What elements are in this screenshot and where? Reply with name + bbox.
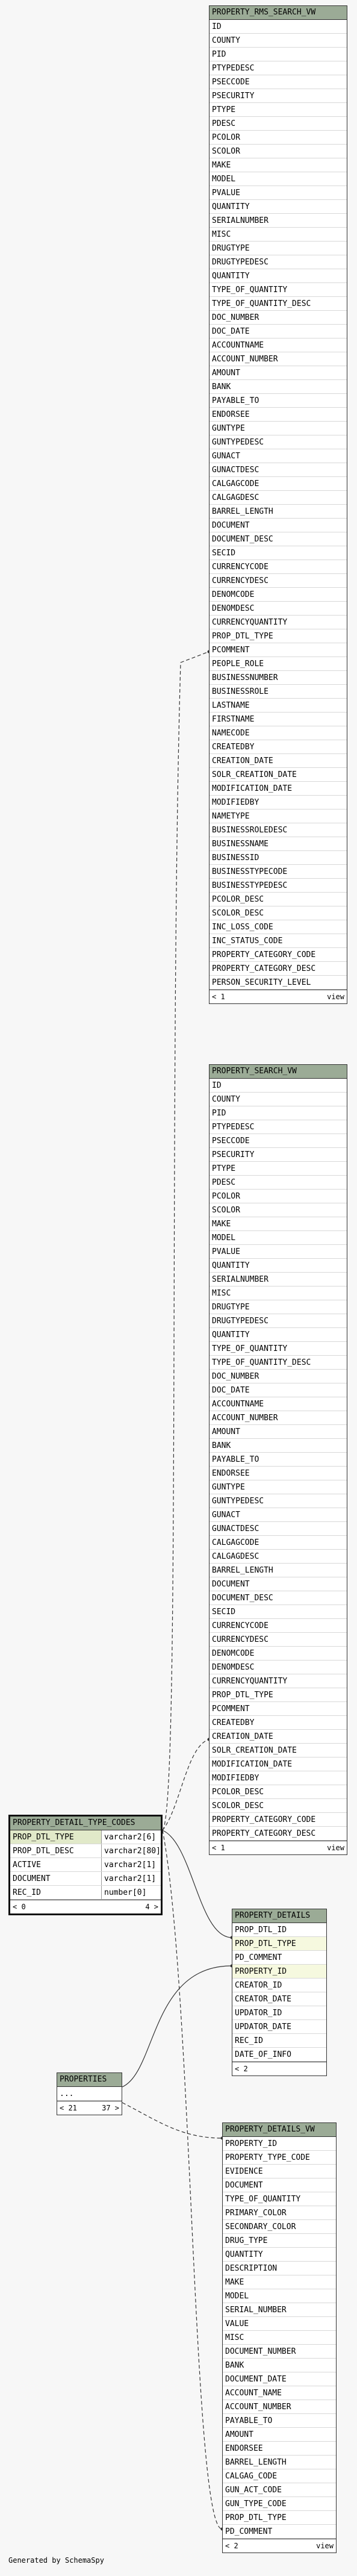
table-column[interactable]: CALGAGDESC [210,1550,347,1564]
table-column[interactable]: GUNACTDESC [210,463,347,477]
table-column[interactable]: CREATION_DATE [210,1730,347,1744]
table-column[interactable]: CREATEDBY [210,1716,347,1730]
table-column[interactable]: DRUGTYPE [210,1300,347,1314]
table-column[interactable]: TYPE_OF_QUANTITY_DESC [210,297,347,311]
table-column[interactable]: LASTNAME [210,699,347,713]
table-column[interactable]: PROPERTY_TYPE_CODE [223,2151,336,2165]
table-column[interactable]: TYPE_OF_QUANTITY [210,283,347,297]
table-column[interactable]: MODIFIEDBY [210,796,347,809]
table-column[interactable]: DOC_DATE [210,325,347,338]
table-column[interactable] [10,1886,161,1900]
column-name: ACTIVE [10,1858,102,1871]
table-column[interactable]: PVALUE [210,1245,347,1259]
table-column[interactable]: PRIMARY_COLOR [223,2206,336,2220]
table-column[interactable]: PD_COMMENT [223,2525,336,2539]
table-column[interactable]: GUNTYPEDESC [210,1494,347,1508]
table-column[interactable]: TYPE_OF_QUANTITY [223,2192,336,2206]
table-footer [232,2062,326,2075]
table-column[interactable]: ACCOUNT_NUMBER [210,352,347,366]
table-column[interactable]: QUANTITY [210,200,347,214]
table-column[interactable]: PD_COMMENT [232,1951,326,1965]
table-column[interactable]: MISC [210,1286,347,1300]
table-column[interactable]: DOCUMENT [210,519,347,532]
table-column[interactable]: BANK [223,2359,336,2372]
table-column[interactable]: QUANTITY [210,1259,347,1273]
table-column[interactable]: SCOLOR [210,1203,347,1217]
table-column[interactable]: ... [57,2087,122,2101]
table-column[interactable]: DOC_NUMBER [210,311,347,325]
table-column[interactable]: REC_ID [232,2034,326,2048]
generated-by-text: Generated by SchemaSpy [8,2556,104,2565]
table-column[interactable]: PCOLOR [210,131,347,145]
table-column[interactable]: DOCUMENT_DESC [210,1591,347,1605]
table-column[interactable]: MODEL [210,1231,347,1245]
table-column[interactable]: SCOLOR [210,145,347,158]
table-column[interactable]: SECONDARY_COLOR [223,2220,336,2234]
table-column[interactable]: MODIFIEDBY [210,1771,347,1785]
table-column[interactable]: QUANTITY [210,1328,347,1342]
table-column[interactable]: PEOPLE_ROLE [210,657,347,671]
table-column[interactable]: GUNTYPE [210,1480,347,1494]
table-column[interactable]: DENOMCODE [210,588,347,602]
table-column[interactable]: SECID [210,546,347,560]
table-column[interactable]: BANK [210,380,347,394]
table-column[interactable]: DESCRIPTION [223,2262,336,2275]
table-properties[interactable] [57,2072,122,2115]
table-column[interactable]: TYPE_OF_QUANTITY_DESC [210,1356,347,1370]
table-column[interactable]: PAYABLE_TO [210,1453,347,1467]
table-footer [57,2101,122,2115]
table-footer [223,2539,336,2553]
table-column[interactable]: PDESC [210,117,347,131]
column-list [210,20,347,990]
table-column[interactable]: MAKE [210,158,347,172]
table-column[interactable]: DRUGTYPEDESC [210,255,347,269]
table-column[interactable]: PTYPEDESC [210,1120,347,1134]
table-column[interactable]: AMOUNT [210,366,347,380]
edge-properties-to-details-vw [122,2103,222,2138]
table-column[interactable]: DOCUMENT_DESC [210,532,347,546]
table-column[interactable]: PROPERTY_ID [223,2137,336,2151]
table-column[interactable]: BUSINESSTYPEDESC [210,879,347,893]
table-title: PROPERTY_DETAILS [232,1909,326,1923]
table-column[interactable]: DOCUMENT [223,2178,336,2192]
column-name: REC_ID [10,1886,102,1899]
table-column[interactable]: PTYPEDESC [210,61,347,75]
table-column[interactable]: CURRENCYCODE [210,560,347,574]
table-column[interactable]: CREATOR_DATE [232,1992,326,2006]
footer-left: < 2 [235,2065,248,2073]
table-column[interactable]: PROPERTY_CATEGORY_DESC [210,962,347,976]
table-column[interactable]: DOCUMENT_DATE [223,2372,336,2386]
footer-left: < 1 [212,993,225,1001]
table-column[interactable]: ENDORSEE [223,2442,336,2456]
table-column[interactable]: INC_LOSS_CODE [210,920,347,934]
table-column[interactable]: PDESC [210,1176,347,1190]
column-list [57,2087,122,2101]
table-footer [210,990,347,1003]
table-column[interactable]: CURRENCYCODE [210,1619,347,1633]
table-column[interactable]: MAKE [210,1217,347,1231]
table-column[interactable]: DATE_OF_INFO [232,2048,326,2062]
table-column[interactable]: BARREL_LENGTH [210,1564,347,1577]
table-column[interactable]: PVALUE [210,186,347,200]
table-column[interactable]: ACCOUNTNAME [210,1397,347,1411]
table-column[interactable]: ID [210,20,347,34]
table-title: PROPERTIES [57,2073,122,2087]
table-column[interactable]: PID [210,48,347,61]
table-column[interactable]: DOC_DATE [210,1383,347,1397]
table-column[interactable]: GUNACTDESC [210,1522,347,1536]
table-property-search-vw[interactable] [209,1064,347,1855]
table-column[interactable]: SOLR_CREATION_DATE [210,1744,347,1757]
table-column[interactable]: DENOMDESC [210,1661,347,1674]
table-column[interactable]: MODEL [223,2289,336,2303]
table-column[interactable]: PCOLOR [210,1190,347,1203]
table-column[interactable]: CREATEDBY [210,740,347,754]
table-column[interactable]: GUNACT [210,449,347,463]
table-column[interactable]: UPDATOR_DATE [232,2020,326,2034]
table-column[interactable]: BUSINESSNUMBER [210,671,347,685]
table-column[interactable]: GUN_TYPE_CODE [223,2497,336,2511]
table-column[interactable]: AMOUNT [223,2428,336,2442]
table-column[interactable]: DOCUMENT [210,1577,347,1591]
column-name: PROP_DTL_DESC [10,1844,102,1857]
table-column[interactable]: CURRENCYQUANTITY [210,616,347,629]
table-column[interactable]: EVIDENCE [223,2165,336,2178]
footer-right: 4 > [145,1903,158,1911]
table-column[interactable]: COUNTY [210,1093,347,1106]
table-column[interactable]: BUSINESSTYPECODE [210,865,347,879]
table-column[interactable]: SERIAL_NUMBER [223,2303,336,2317]
table-column[interactable]: PROP_DTL_TYPE [223,2511,336,2525]
table-column[interactable]: ACCOUNT_NUMBER [210,1411,347,1425]
column-list [223,2137,336,2539]
table-column[interactable]: ACCOUNT_NUMBER [223,2400,336,2414]
table-column[interactable]: DOCUMENT_NUMBER [223,2345,336,2359]
table-column[interactable]: QUANTITY [223,2248,336,2262]
table-property-details-vw[interactable] [222,2122,337,2553]
table-column[interactable]: UPDATOR_ID [232,2006,326,2020]
table-column[interactable]: GUNTYPEDESC [210,435,347,449]
column-list [210,1079,347,1841]
table-column[interactable]: ACCOUNTNAME [210,338,347,352]
column-list [232,1923,326,2062]
table-column[interactable]: PTYPE [210,103,347,117]
column-name: DOCUMENT [10,1872,102,1885]
table-footer [10,1900,161,1913]
footer-right: view [316,2542,334,2550]
table-column[interactable]: SERIALNUMBER [210,214,347,228]
table-column[interactable]: AMOUNT [210,1425,347,1439]
table-column[interactable]: CURRENCYQUANTITY [210,1674,347,1688]
table-column[interactable]: PROP_DTL_TYPE [232,1937,326,1951]
table-column[interactable]: MODIFICATION_DATE [210,782,347,796]
table-column[interactable]: NAMETYPE [210,809,347,823]
table-column[interactable]: SCOLOR_DESC [210,1799,347,1813]
table-footer [210,1841,347,1854]
table-column[interactable]: ENDORSEE [210,408,347,422]
table-column[interactable]: PROP_DTL_TYPE [210,629,347,643]
table-column[interactable]: MAKE [223,2275,336,2289]
table-column[interactable]: PROPERTY_ID [232,1965,326,1979]
table-column[interactable]: CALGAGDESC [210,491,347,505]
table-column[interactable]: BUSINESSROLE [210,685,347,699]
table-column[interactable]: CALGAGCODE [210,477,347,491]
edge-codes-to-rms [163,652,209,1830]
table-column[interactable]: DOC_NUMBER [210,1370,347,1383]
table-column[interactable]: CURRENCYDESC [210,1633,347,1647]
table-column[interactable]: DRUGTYPEDESC [210,1314,347,1328]
table-column[interactable] [10,1872,161,1886]
table-column[interactable]: GUN_ACT_CODE [223,2483,336,2497]
table-column[interactable]: MODIFICATION_DATE [210,1757,347,1771]
table-column[interactable]: SERIALNUMBER [210,1273,347,1286]
table-column[interactable]: DRUG_TYPE [223,2234,336,2248]
table-column[interactable]: DENOMDESC [210,602,347,616]
table-property-details[interactable] [232,1909,327,2076]
table-column[interactable]: INC_STATUS_CODE [210,934,347,948]
table-column[interactable]: PSECCODE [210,1134,347,1148]
table-column[interactable]: PROP_DTL_ID [232,1923,326,1937]
table-column[interactable]: PERSON_SECURITY_LEVEL [210,976,347,990]
footer-mid: 37 > [102,2104,119,2112]
column-type: number[0] [104,1888,147,1897]
table-column[interactable]: PID [210,1106,347,1120]
table-column[interactable]: PAYABLE_TO [210,394,347,408]
table-column[interactable]: BARREL_LENGTH [223,2456,336,2469]
table-property-detail-type-codes[interactable] [8,1815,163,1915]
column-type: varchar2[1] [104,1874,157,1883]
table-column[interactable]: ACCOUNT_NAME [223,2386,336,2400]
table-column[interactable]: CREATOR_ID [232,1979,326,1992]
table-column[interactable]: GUNTYPE [210,422,347,435]
table-column[interactable]: FIRSTNAME [210,713,347,726]
table-column[interactable]: CALGAGCODE [210,1536,347,1550]
table-column[interactable]: SECID [210,1605,347,1619]
table-column[interactable]: PCOLOR_DESC [210,893,347,906]
table-column[interactable]: CALGAG_CODE [223,2469,336,2483]
table-column[interactable]: PCOMMENT [210,643,347,657]
table-column[interactable]: PSECURITY [210,89,347,103]
edge-properties-to-details [122,1966,232,2087]
footer-left: < 1 [212,1844,225,1852]
footer-right: view [327,1844,344,1852]
table-column[interactable]: PROPERTY_CATEGORY_CODE [210,948,347,962]
table-column[interactable]: CURRENCYDESC [210,574,347,588]
table-column[interactable]: MISC [223,2331,336,2345]
column-type: varchar2[80] [104,1847,161,1856]
table-column[interactable]: TYPE_OF_QUANTITY [210,1342,347,1356]
table-column[interactable]: PTYPE [210,1162,347,1176]
table-column[interactable]: QUANTITY [210,269,347,283]
table-column[interactable] [10,1844,161,1858]
table-column[interactable]: PROPERTY_CATEGORY_CODE [210,1813,347,1827]
table-column[interactable]: PROP_DTL_TYPE [210,1688,347,1702]
table-column[interactable]: MODEL [210,172,347,186]
table-column[interactable]: PCOMMENT [210,1702,347,1716]
table-title: PROPERTY_DETAILS_VW [223,2123,336,2137]
table-title: PROPERTY_SEARCH_VW [210,1065,347,1079]
footer-left: < 21 [60,2104,77,2112]
table-column[interactable]: DENOMCODE [210,1647,347,1661]
column-name: PROP_DTL_TYPE [10,1830,102,1844]
footer-left: < 2 [225,2542,238,2550]
table-column[interactable]: PROPERTY_CATEGORY_DESC [210,1827,347,1841]
table-column[interactable]: BUSINESSROLEDESC [210,823,347,837]
column-type: varchar2[1] [104,1860,157,1870]
table-column[interactable]: GUNACT [210,1508,347,1522]
table-column[interactable]: NAMECODE [210,726,347,740]
table-column[interactable]: SOLR_CREATION_DATE [210,768,347,782]
table-column[interactable]: SCOLOR_DESC [210,906,347,920]
footer-right: view [327,993,344,1001]
table-column[interactable]: ID [210,1079,347,1093]
table-column[interactable]: DRUGTYPE [210,242,347,255]
table-title: PROPERTY_RMS_SEARCH_VW [210,6,347,20]
table-column[interactable] [10,1830,161,1844]
table-column[interactable]: BARREL_LENGTH [210,505,347,519]
table-column[interactable]: COUNTY [210,34,347,48]
table-property-rms-search-vw[interactable] [209,5,347,1004]
table-column[interactable]: CREATION_DATE [210,754,347,768]
table-column[interactable]: VALUE [223,2317,336,2331]
footer-left: < 0 [13,1903,26,1911]
edge-codes-to-search [163,1739,209,1830]
column-type: varchar2[6] [104,1833,157,1842]
table-title: PROPERTY_DETAIL_TYPE_CODES [10,1817,161,1830]
table-column[interactable]: PSECURITY [210,1148,347,1162]
column-list [10,1830,161,1900]
table-column[interactable] [10,1858,161,1872]
table-column[interactable]: PAYABLE_TO [223,2414,336,2428]
table-column[interactable]: MISC [210,228,347,242]
table-column[interactable]: PCOLOR_DESC [210,1785,347,1799]
edge-codes-to-details-vw [163,1830,222,2529]
table-column[interactable]: BUSINESSID [210,851,347,865]
table-column[interactable]: BANK [210,1439,347,1453]
table-column[interactable]: BUSINESSNAME [210,837,347,851]
table-column[interactable]: PSECCODE [210,75,347,89]
table-column[interactable]: ENDORSEE [210,1467,347,1480]
